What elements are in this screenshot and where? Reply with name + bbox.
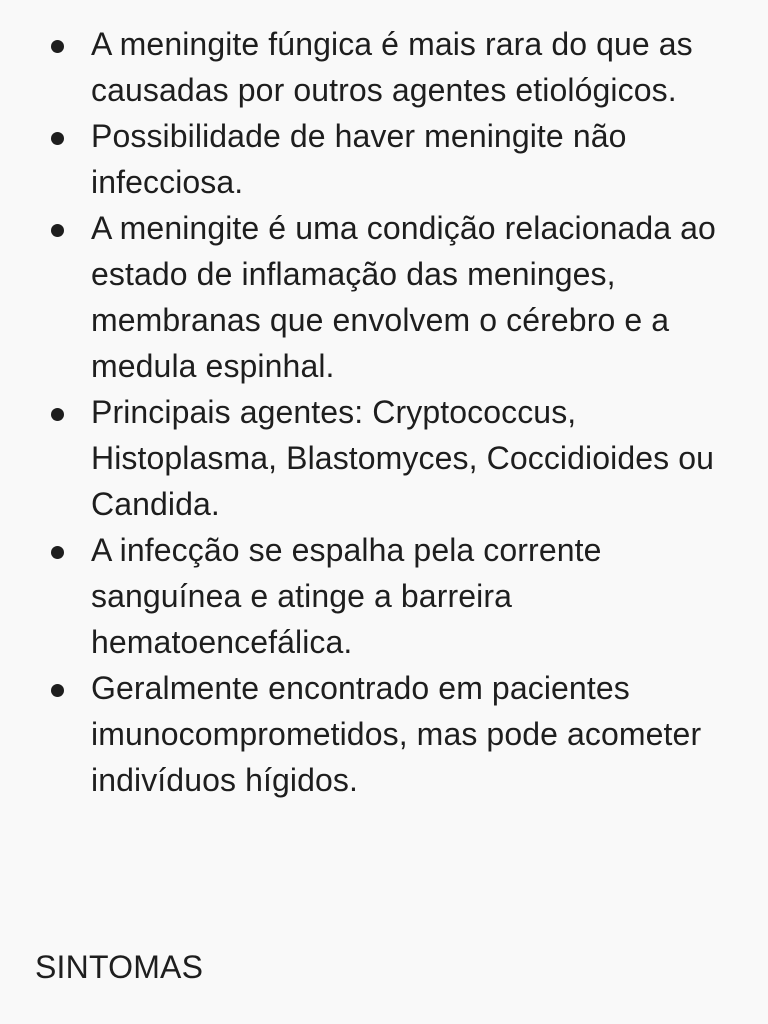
bullet-dot-icon — [51, 132, 64, 145]
bullet-list — [0, 21, 768, 803]
bullet-text: Principais agentes: Cryptococcus, Histoplasma, Blastomyces, Coccidioides ou Candida. — [91, 394, 715, 522]
section-heading-sintomas: SINTOMAS — [35, 949, 204, 985]
bullet-text: A infecção se espalha pela corrente sanguínea e atinge a barreira hematoencefálica. — [91, 532, 602, 660]
bullet-item — [0, 205, 768, 389]
bullet-item — [0, 527, 768, 665]
bullet-dot-icon — [51, 408, 64, 421]
bullet-dot-icon — [51, 684, 64, 697]
bullet-item — [0, 21, 768, 113]
bullet-text: Possibilidade de haver meningite não infecciosa. — [91, 118, 627, 200]
bullet-dot-icon — [51, 224, 64, 237]
bullet-dot-icon — [51, 40, 64, 53]
bullet-item — [0, 389, 768, 527]
bullet-text: A meningite fúngica é mais rara do que as causadas por outros agentes etiológicos. — [91, 26, 693, 108]
bullet-item — [0, 665, 768, 803]
bullet-dot-icon — [51, 546, 64, 559]
bullet-item — [0, 113, 768, 205]
bullet-text: Geralmente encontrado em pacientes imunocomprometidos, mas pode acometer indivíduos hígidos. — [91, 670, 702, 798]
bullet-text: A meningite é uma condição relacionada ao estado de inflamação das meninges, membranas que envolvem o cérebro e a medula espinhal. — [91, 210, 716, 384]
